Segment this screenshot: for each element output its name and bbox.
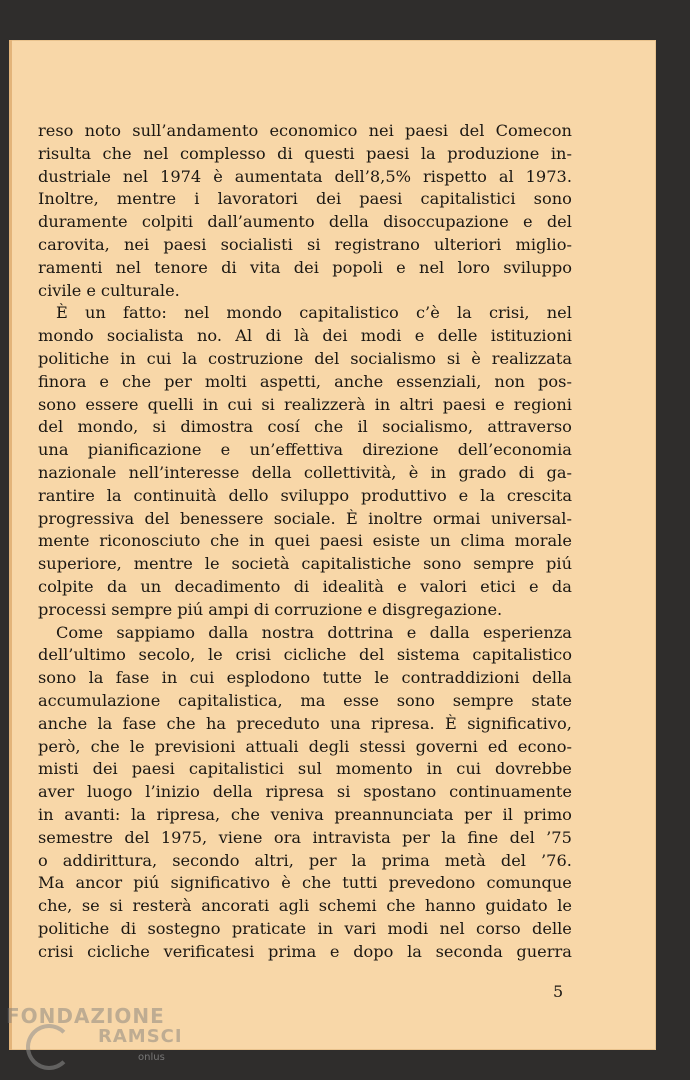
text-line: che, se si resterà ancorati agli schemi che hanno guidato le — [38, 896, 572, 916]
text-line: mente riconosciuto che in quei paesi esiste un clima morale — [38, 531, 572, 551]
text-line: nazionale nell’interesse della collettività, è in grado di ga- — [38, 462, 572, 482]
text-line: duramente colpiti dall’aumento della disoccupazione e del — [38, 212, 572, 232]
text-line: politiche in cui la costruzione del socialismo si è realizzata — [38, 348, 572, 368]
page-number: 5 — [553, 982, 564, 1001]
text-line: processi sempre piú ampi di corruzione e disgregazione. — [38, 599, 503, 619]
text-line: Come sappiamo dalla nostra dottrina e dalla esperienza — [56, 622, 572, 642]
text-line: superiore, mentre le società capitalistiche sono sempre piú — [38, 554, 572, 574]
text-line: dustriale nel 1974 è aumentata dell’8,5% rispetto al 1973. — [38, 166, 572, 186]
text-line: colpite da un decadimento di idealità e valori etici e da — [38, 576, 572, 596]
text-line: civile e culturale. — [38, 280, 180, 300]
text-line: misti dei paesi capitalistici sul momento in cui dovrebbe — [38, 759, 572, 779]
page-edge — [9, 40, 12, 1050]
text-line: crisi cicliche verificatesi prima e dopo la seconda guerra — [38, 941, 572, 961]
text-line: rantire la continuità dello sviluppo produttivo e la crescita — [38, 485, 572, 505]
text-line: sono la fase in cui esplodono tutte le contraddizioni della — [38, 668, 572, 688]
book-page — [9, 40, 656, 1050]
watermark — [6, 1004, 183, 1074]
text-line: ramenti nel tenore di vita dei popoli e nel loro sviluppo — [38, 257, 572, 277]
text-line: o addirittura, secondo altri, per la prima metà del ’76. — [38, 850, 572, 870]
text-line: progressiva del benessere sociale. È inoltre ormai universal- — [38, 508, 572, 528]
text-line: È un fatto: nel mondo capitalistico c’è la crisi, nel — [56, 303, 572, 323]
watermark-text-secondary: RAMSCI — [98, 1026, 183, 1047]
text-line: Inoltre, mentre i lavoratori dei paesi capitalistici sono — [38, 189, 572, 209]
text-line: aver luogo l’inizio della ripresa si spostano continuamente — [38, 782, 572, 802]
text-line: mondo socialista no. Al di là dei modi e delle istituzioni — [38, 326, 572, 346]
text-line: una pianificazione e un’effettiva direzione dell’economia — [38, 440, 572, 460]
text-line: risulta che nel complesso di questi paesi la produzione in- — [38, 143, 572, 163]
text-line: carovita, nei paesi socialisti si registrano ulteriori miglio- — [38, 234, 572, 254]
text-line: anche la fase che ha preceduto una ripresa. È significativo, — [38, 713, 572, 733]
body-text — [38, 120, 572, 963]
text-line: politiche di sostegno praticate in vari modi nel corso delle — [38, 918, 572, 938]
text-line: reso noto sull’andamento economico nei paesi del Comecon — [38, 121, 572, 140]
watermark-logo-icon — [26, 1024, 72, 1070]
text-line: del mondo, si dimostra cosí che il socialismo, attraverso — [38, 417, 572, 437]
text-line: però, che le previsioni attuali degli stessi governi ed econo- — [38, 736, 572, 756]
text-line: accumulazione capitalistica, ma esse sono sempre state — [38, 690, 572, 710]
text-line: in avanti: la ripresa, che veniva preannunciata per il primo — [38, 804, 572, 824]
text-line: sono essere quelli in cui si realizzerà in altri paesi e regioni — [38, 394, 572, 414]
text-line: Ma ancor piú significativo è che tutti prevedono comunque — [38, 873, 572, 893]
text-line: dell’ultimo secolo, le crisi cicliche del sistema capitalistico — [38, 645, 572, 665]
watermark-text-suffix: onlus — [138, 1052, 165, 1063]
text-line: semestre del 1975, viene ora intravista per la fine del ’75 — [38, 827, 572, 847]
watermark-text: FONDAZIONE — [6, 1004, 165, 1028]
text-line: finora e che per molti aspetti, anche essenziali, non pos- — [38, 371, 572, 391]
